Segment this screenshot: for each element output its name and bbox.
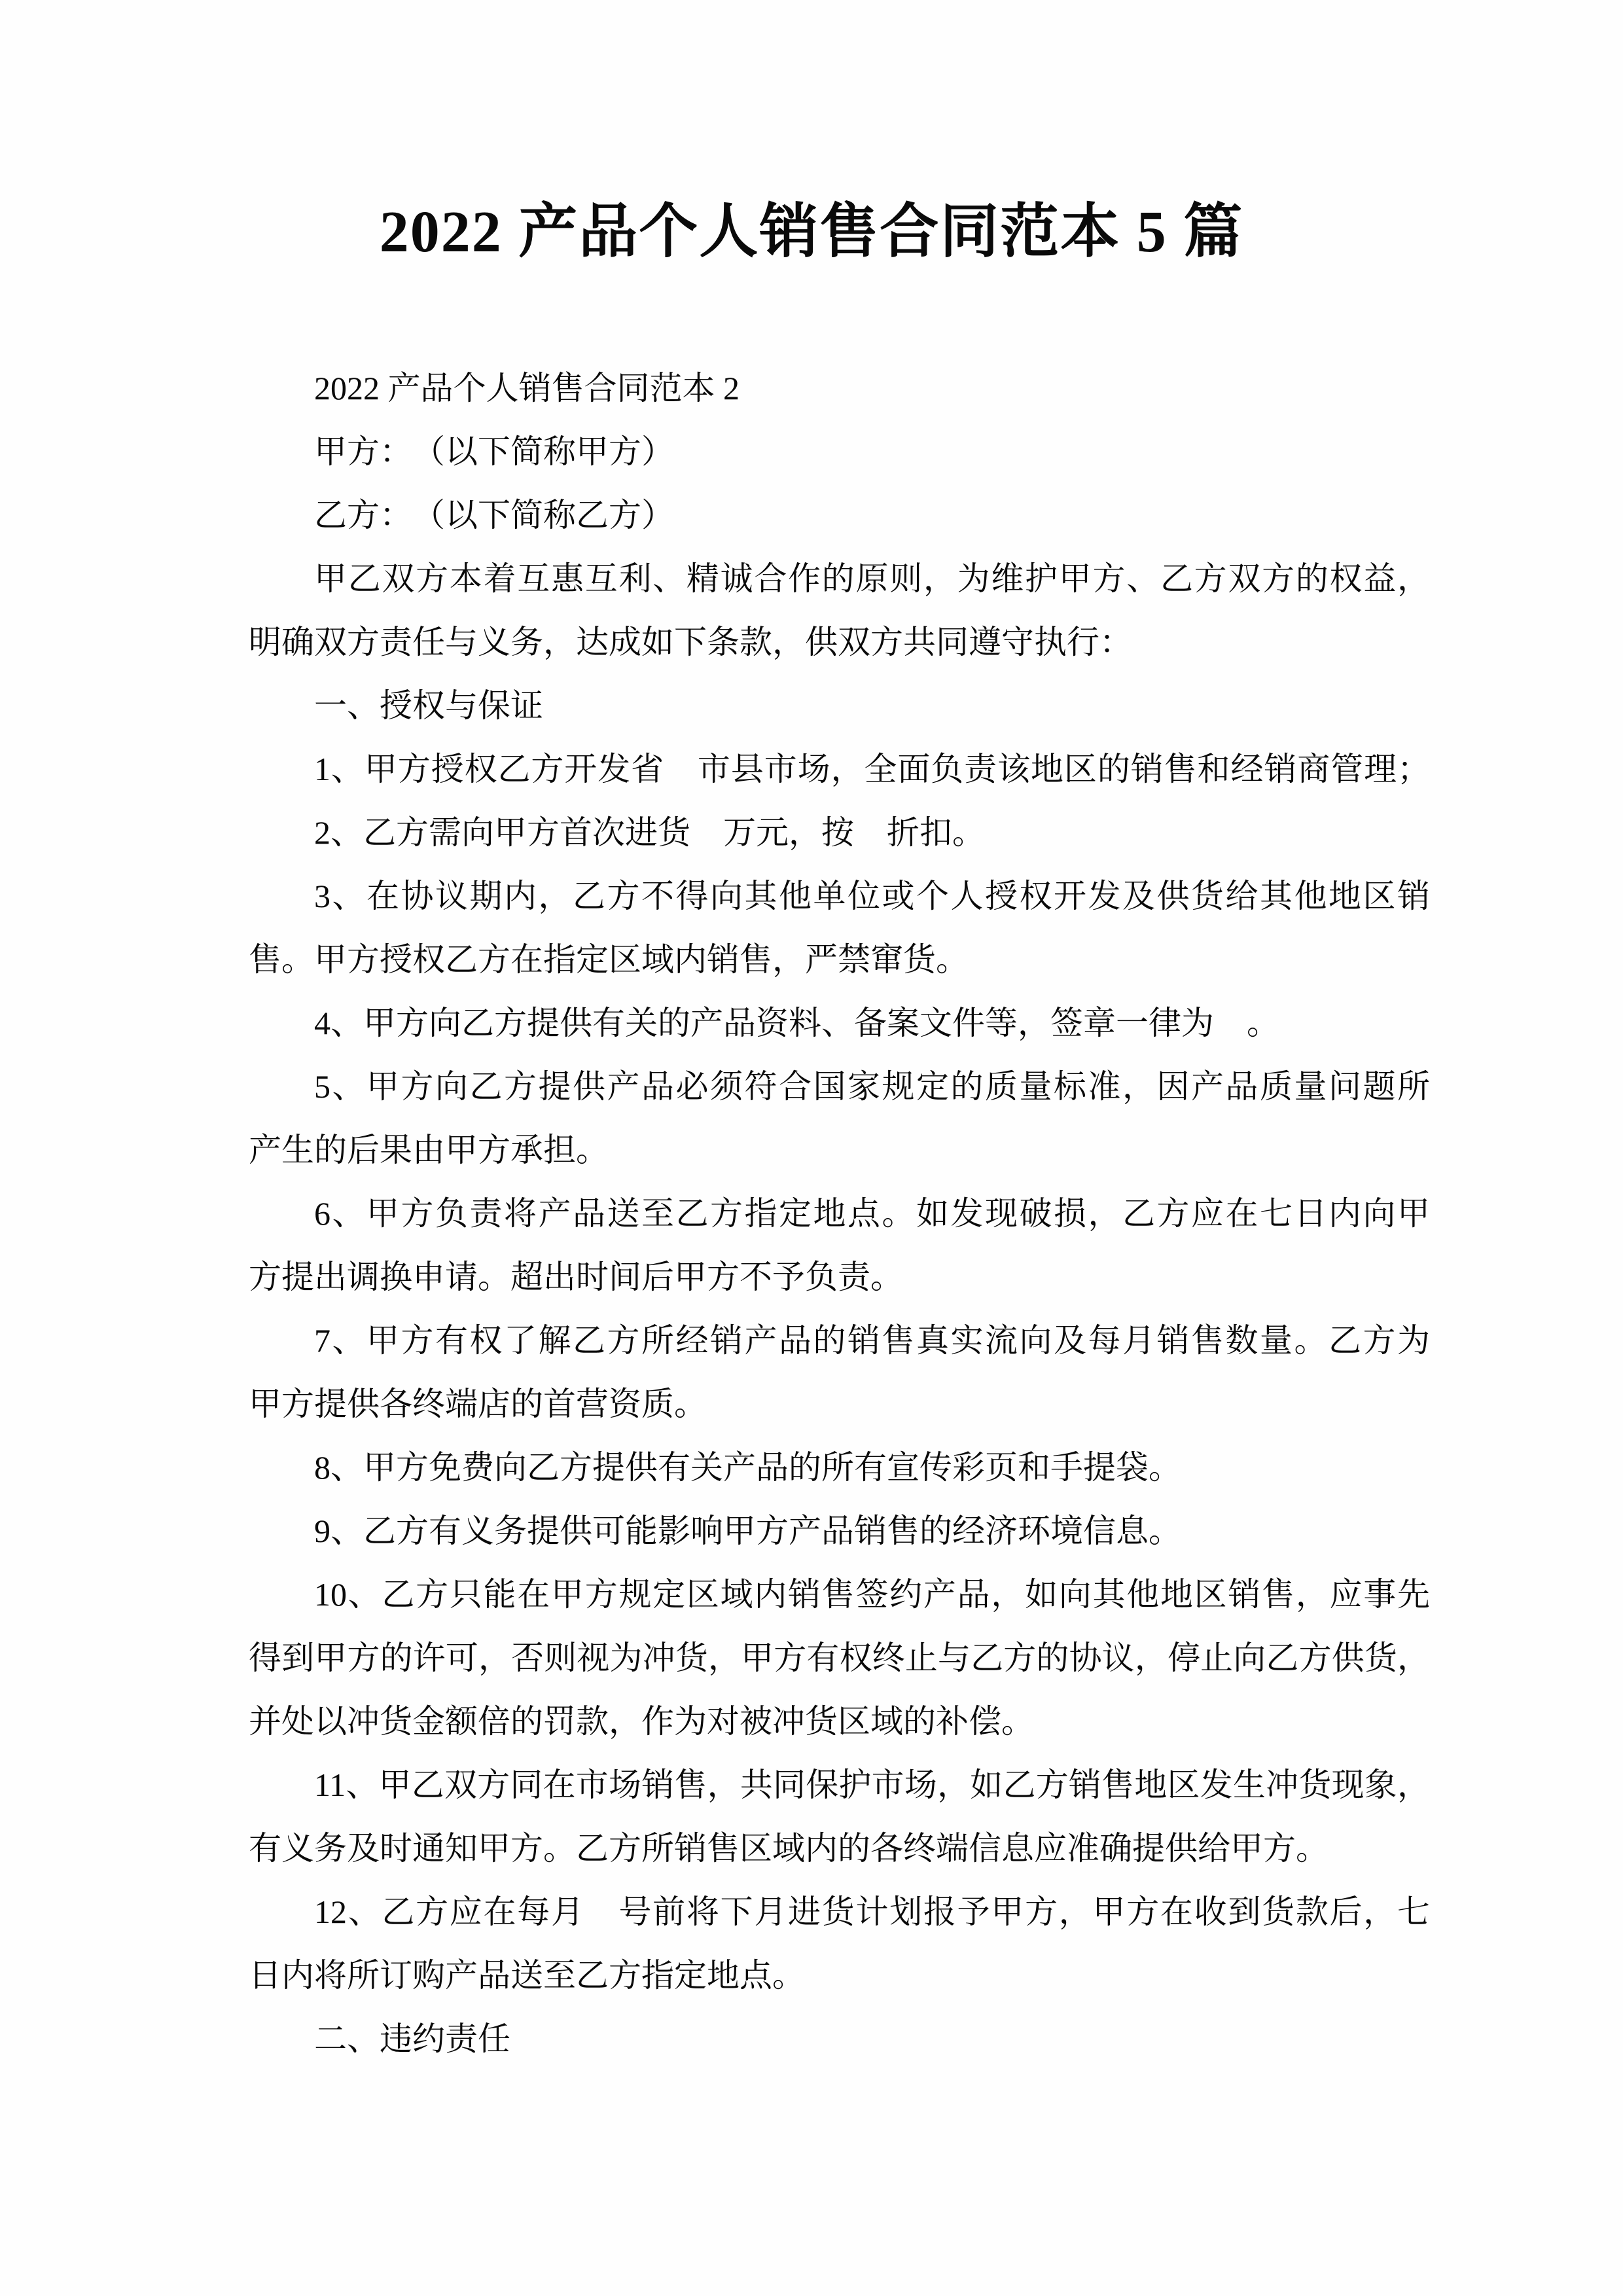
document-line: 明确双方责任与义务，达成如下条款，供双方共同遵守执行： [249, 624, 1132, 660]
document-body [249, 357, 1430, 2071]
document-line: 5、甲方向乙方提供产品必须符合国家规定的质量标准，因产品质量问题所 [314, 1068, 1430, 1105]
document-line: 售。甲方授权乙方在指定区域内销售，严禁窜货。 [249, 941, 969, 978]
document-line: 产生的后果由甲方承担。 [249, 1132, 609, 1168]
document-line: 并处以冲货金额倍的罚款，作为对被冲货区域的补偿。 [249, 1703, 1034, 1740]
document-line: 2022 产品个人销售合同范本 2 [314, 370, 740, 406]
document-line: 6、甲方负责将产品送至乙方指定地点。如发现破损，乙方应在七日内向甲 [314, 1195, 1430, 1232]
document-line: 甲方提供各终端店的首营资质。 [249, 1386, 707, 1422]
document-title: 2022 产品个人销售合同范本 5 篇 [379, 200, 1244, 264]
document-line: 1、甲方授权乙方开发省 市县市场，全面负责该地区的销售和经销商管理； [314, 751, 1430, 787]
document-line: 11、甲乙双方同在市场销售，共同保护市场，如乙方销售地区发生冲货现象， [314, 1767, 1430, 1803]
document-line: 甲乙双方本着互惠互利、精诚合作的原则，为维护甲方、乙方双方的权益， [314, 560, 1430, 597]
document-line: 乙方： （以下简称乙方） [314, 497, 674, 533]
document-line: 3、在协议期内，乙方不得向其他单位或个人授权开发及供货给其他地区销 [314, 878, 1430, 914]
document-line: 得到甲方的许可，否则视为冲货，甲方有权终止与乙方的协议，停止向乙方供货， [249, 1640, 1430, 1676]
document-line: 方提出调换申请。超出时间后甲方不予负责。 [249, 1259, 903, 1295]
document-line: 日内将所订购产品送至乙方指定地点。 [249, 1957, 805, 1994]
document-line: 一、授权与保证 [314, 687, 543, 724]
document-line: 8、甲方免费向乙方提供有关产品的所有宣传彩页和手提袋。 [314, 1449, 1181, 1486]
document-line: 二、违约责任 [314, 2020, 510, 2057]
document-line: 甲方： （以下简称甲方） [314, 433, 674, 470]
document-line: 4、甲方向乙方提供有关的产品资料、备案文件等，签章一律为 。 [314, 1005, 1279, 1041]
document-line: 7、甲方有权了解乙方所经销产品的销售真实流向及每月销售数量。乙方为 [314, 1322, 1430, 1359]
document-line: 有义务及时通知甲方。乙方所销售区域内的各终端信息应准确提供给甲方。 [249, 1830, 1329, 1867]
document-line: 2、乙方需向甲方首次进货 万元，按 折扣。 [314, 814, 985, 851]
document-line: 12、乙方应在每月 号前将下月进货计划报予甲方，甲方在收到货款后，七 [314, 1893, 1430, 1930]
document-line: 10、乙方只能在甲方规定区域内销售签约产品，如向其他地区销售，应事先 [314, 1576, 1430, 1613]
document-line: 9、乙方有义务提供可能影响甲方产品销售的经济环境信息。 [314, 1513, 1181, 1549]
